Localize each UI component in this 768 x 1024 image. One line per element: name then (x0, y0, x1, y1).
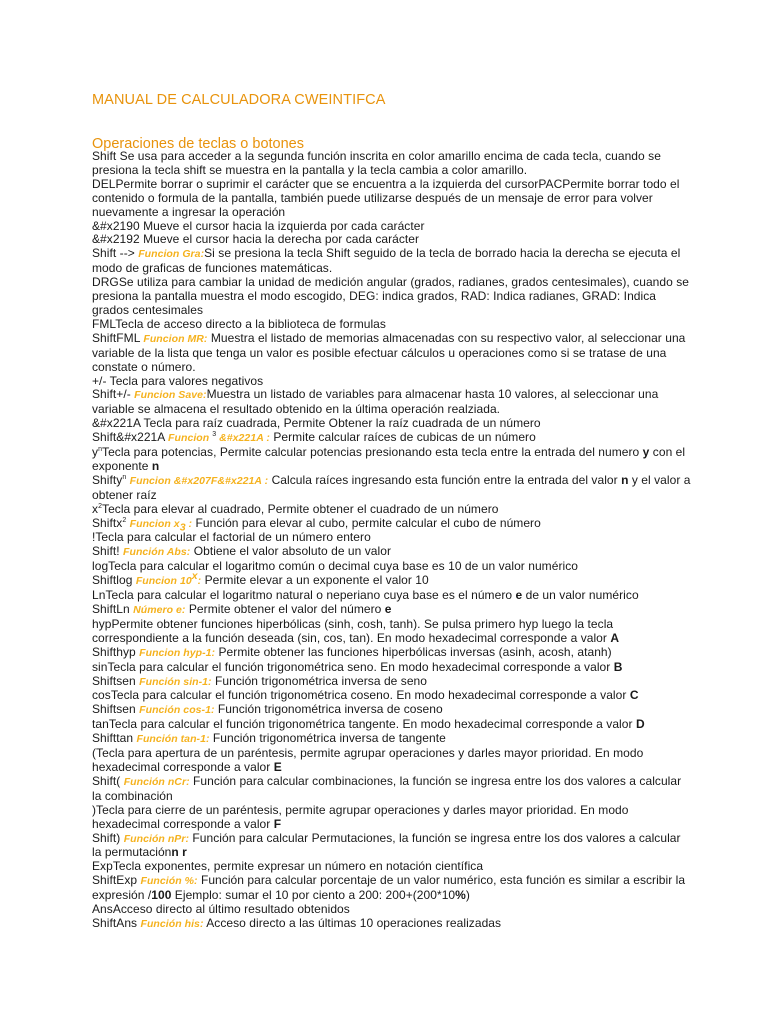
paragraph-text: de un valor numérico (522, 588, 639, 603)
document-title: MANUAL DE CALCULADORA CWEINTIFCA (92, 92, 386, 108)
paragraph-text: Función para elevar al cubo, permite calcular el cubo de número (192, 515, 541, 530)
bold-text: F (273, 816, 282, 831)
paragraph-text: logTecla para calcular el logaritmo común o decimal cuya base es 10 de un valor numérico (92, 559, 578, 574)
paragraph (92, 503, 692, 517)
function-label: Funcion Save: (134, 389, 207, 402)
paragraph (92, 874, 692, 903)
paragraph-text: Shift Se usa para acceder a la segunda función inscrita en color amarillo encima de cada tecla, cuando se presiona la tecla shift se muestra en la pantalla y la tecla cambia a color amarillo. (92, 149, 661, 177)
function-label: Funcion hyp-1: (139, 646, 216, 659)
paragraph-text: ) (465, 888, 470, 903)
function-label: Funcion 10 (135, 575, 192, 588)
bold-text: D (635, 717, 645, 732)
paragraph-text: Calcula raíces ingresando esta función entre la entrada del valor (268, 472, 622, 487)
paragraph-text: tanTecla para calcular el función trigonométrica tangente. En modo hexadecimal corresponde a valor (92, 717, 636, 732)
paragraph (92, 474, 692, 503)
paragraph-text: Acceso directo a las últimas 10 operaciones realizadas (203, 915, 502, 930)
paragraph-text: LnTecla para calcular el logaritmo natural o neperiano cuya base es el número (92, 588, 516, 603)
function-label: Función %: (140, 875, 198, 888)
bold-text: 100 (151, 888, 172, 903)
bold-text: A (610, 630, 620, 645)
paragraph-text: Shift --> (92, 246, 139, 261)
paragraph-text: Si se presiona la tecla Shift seguido de la tecla de borrado hacia la derecha se ejecuta el modo de graficas de funciones matemáticas. (92, 246, 681, 276)
paragraph-text: FMLTecla de acceso directo a la biblioteca de formulas (92, 316, 386, 331)
paragraph-text: Función para calcular combinaciones, la función se ingresa entre los dos valores a calcular la combinación (92, 773, 682, 803)
function-label: Funcion MR: (143, 332, 208, 345)
bold-text: n r (171, 845, 187, 860)
paragraph-text: Tecla para potencias, Permite calcular potencias presionando esta tecla entre la entrada del numero (102, 445, 643, 460)
paragraph-text: Shiftsen (92, 673, 140, 688)
paragraph-text: Función para calcular porcentaje de un valor numérico, esta función es similar a escribir la expresión / (92, 873, 686, 903)
paragraph-text: Shiftlog (92, 573, 136, 588)
function-label: Número e: (133, 604, 186, 616)
bold-text: e (515, 588, 523, 603)
function-label: &#x221A : (216, 432, 270, 445)
paragraph-text: AnsAcceso directo al último resultado obtenidos (92, 902, 350, 917)
paragraph-text: Obtiene el valor absoluto de un valor (190, 544, 392, 559)
function-label: Funcion &#x207F&#x221A : (129, 474, 269, 487)
paragraph (92, 589, 692, 603)
function-label: 3 (179, 520, 186, 533)
paragraph-text: Función trigonométrica inversa de coseno (214, 702, 443, 717)
paragraph-text: &#x2192 Mueve el cursor hacia la derecha por cada carácter (92, 232, 420, 247)
section-title: Operaciones de teclas o botones (92, 136, 304, 152)
function-label: Función Abs: (123, 546, 191, 559)
document-body (92, 150, 692, 932)
paragraph-text: Tecla para elevar al cuadrado, Permite obtener el cuadrado de un número (102, 501, 499, 516)
paragraph-text: &#x221A Tecla para raíz cuadrada, Permite Obtener la raíz cuadrada de un número (92, 416, 541, 431)
paragraph-text: Shift) (92, 830, 124, 845)
bold-text: y (642, 445, 650, 460)
paragraph-text: Función trigonométrica inversa de tangente (209, 731, 446, 746)
paragraph-text: (Tecla para apertura de un paréntesis, permite agrupar operaciones y darles mayor prioridad. En modo hexadecimal corresponde a valor (92, 746, 644, 774)
paragraph-text: sinTecla para calcular el función trigonométrica seno. En modo hexadecimal corresponde a valor (92, 659, 614, 674)
paragraph-text: ExpTecla exponentes, permite expresar un número en notación científica (92, 859, 484, 874)
paragraph-text: Función para calcular Permutaciones, la función se ingresa entre los dos valores a calcular la permutación (92, 830, 681, 860)
paragraph (92, 903, 692, 917)
paragraph-text: DRGSe utiliza para cambiar la unidad de medición angular (grados, radianes, grados centesimales), cuando se presiona la pantalla muestra el modo escogido, DEG: indica grados, RAD: Indica radianes, GRAD: Indica grados centesimales (92, 275, 690, 317)
paragraph-text: Shift! (92, 544, 124, 559)
paragraph-text: )Tecla para cierre de un paréntesis, permite agrupar operaciones y darles mayor prioridad. En modo hexadecimal corresponde a valor (92, 802, 629, 831)
paragraph (92, 703, 692, 718)
paragraph-text: ShiftExp (92, 873, 141, 888)
paragraph (92, 661, 692, 675)
paragraph-text: Shift( (92, 773, 124, 788)
paragraph-text: 2 (122, 516, 127, 524)
function-label: : (185, 517, 193, 530)
paragraph-text: !Tecla para calcular el factorial de un número entero (92, 530, 371, 545)
paragraph (92, 220, 692, 234)
paragraph-text: Shiftsen (92, 702, 140, 717)
paragraph (92, 446, 692, 474)
paragraph-text: Shifttan (92, 731, 137, 746)
paragraph (92, 732, 692, 747)
paragraph (92, 318, 692, 332)
function-label: Función nPr: (123, 832, 190, 845)
paragraph (92, 233, 692, 247)
paragraph-text: &#x2190 Mueve el cursor hacia la izquierda por cada carácter (92, 218, 425, 233)
paragraph (92, 570, 692, 589)
bold-text: % (455, 888, 466, 903)
paragraph (92, 332, 692, 375)
paragraph-text: Shifty (92, 472, 123, 487)
paragraph-text: Función trigonométrica inversa de seno (211, 673, 428, 688)
paragraph-text: Shift&#x221A (92, 430, 169, 445)
function-label: Función tan-1: (136, 733, 210, 746)
paragraph-text: Ejemplo: sumar el 10 por ciento a 200: 200+(200*10 (171, 888, 456, 903)
function-label: Función his: (140, 917, 204, 930)
paragraph (92, 804, 692, 832)
paragraph-text: ShiftAns (92, 915, 141, 930)
function-label: Función sin-1: (139, 675, 212, 688)
bold-text: n (151, 458, 160, 473)
paragraph (92, 603, 692, 618)
paragraph-text: Muestra un listado de variables para almacenar hasta 10 valores, al seleccionar una variable se almacena el resultado obtenido en la última operación realziada. (92, 387, 659, 417)
paragraph (92, 517, 692, 532)
function-label: Función nCr: (123, 775, 190, 788)
paragraph-text: cosTecla para calcular el función trigonométrica coseno. En modo hexadecimal corresponde a valor (92, 688, 630, 703)
paragraph-text: y (92, 445, 99, 460)
paragraph (92, 832, 692, 861)
function-label: Función cos-1: (139, 704, 215, 717)
paragraph-text: 3 (212, 431, 217, 439)
function-label: x (191, 570, 198, 583)
function-label: Funcion (168, 432, 213, 445)
paragraph (92, 775, 692, 804)
paragraph-text: con el exponente (92, 445, 686, 473)
paragraph (92, 375, 692, 389)
paragraph-text: Permite obtener las funciones hiperbólicas inversas (asinh, acosh, atanh) (215, 644, 612, 659)
paragraph (92, 417, 692, 431)
paragraph (92, 646, 692, 661)
paragraph-text: hypPermite obtener funciones hiperbólicas (sinh, cosh, tanh). Se pulsa primero hyp luego la tecla correspondiente a la función deseada (sin, cos, tan). En modo hexadecimal corresponde a valor (92, 616, 614, 645)
paragraph (92, 689, 692, 703)
paragraph (92, 917, 692, 932)
paragraph-text: Muestra el listado de memorias almacenadas con su respectivo valor, al seleccionar una variable de la lista que tenga un valor es posible efectuar cálculos u operaciones como si se tratase de una constate o número. (92, 330, 686, 374)
paragraph (92, 531, 692, 545)
paragraph-text: 2 (98, 502, 103, 510)
paragraph-text: Shift+/- (92, 387, 135, 402)
paragraph-text: n (98, 446, 103, 454)
bold-text: e (384, 602, 392, 616)
paragraph (92, 431, 692, 446)
paragraph (92, 860, 692, 874)
bold-text: B (613, 659, 623, 674)
paragraph-text: DELPermite borrar o suprimir el carácter que se encuentra a la izquierda del cursorPACPermite borrar todo el contenido o formula de la pantalla, también puede utilizarse después de un mensaje de error para volver nuevamente a ingresar la operación (92, 176, 680, 219)
paragraph (92, 675, 692, 690)
paragraph-text: ShiftFML (92, 330, 144, 345)
paragraph-text: Permite obtener el valor del número (185, 602, 385, 616)
paragraph (92, 247, 692, 276)
paragraph-text: ShiftLn (92, 602, 134, 616)
function-label: Funcion x (129, 517, 180, 530)
function-label: : (197, 575, 202, 588)
function-label: Funcion Gra: (138, 248, 205, 261)
paragraph-text: y el valor a obtener raíz (92, 472, 691, 502)
paragraph (92, 747, 692, 775)
paragraph (92, 388, 692, 417)
paragraph-text: Shifthyp (92, 644, 140, 659)
paragraph (92, 178, 692, 220)
bold-text: E (273, 759, 282, 774)
paragraph-text: x (92, 501, 99, 516)
paragraph (92, 718, 692, 732)
paragraph-text: Permite calcular raíces de cubicas de un número (269, 430, 536, 445)
bold-text: C (629, 688, 639, 703)
paragraph (92, 276, 692, 318)
paragraph (92, 545, 692, 560)
paragraph-text: Permite elevar a un exponente el valor 10 (201, 573, 429, 588)
paragraph-text: n (122, 473, 127, 481)
paragraph-text: +/- Tecla para valores negativos (92, 373, 264, 388)
paragraph (92, 150, 692, 178)
paragraph (92, 618, 692, 646)
bold-text: n (621, 472, 629, 487)
paragraph-text: Shiftx (92, 515, 123, 530)
